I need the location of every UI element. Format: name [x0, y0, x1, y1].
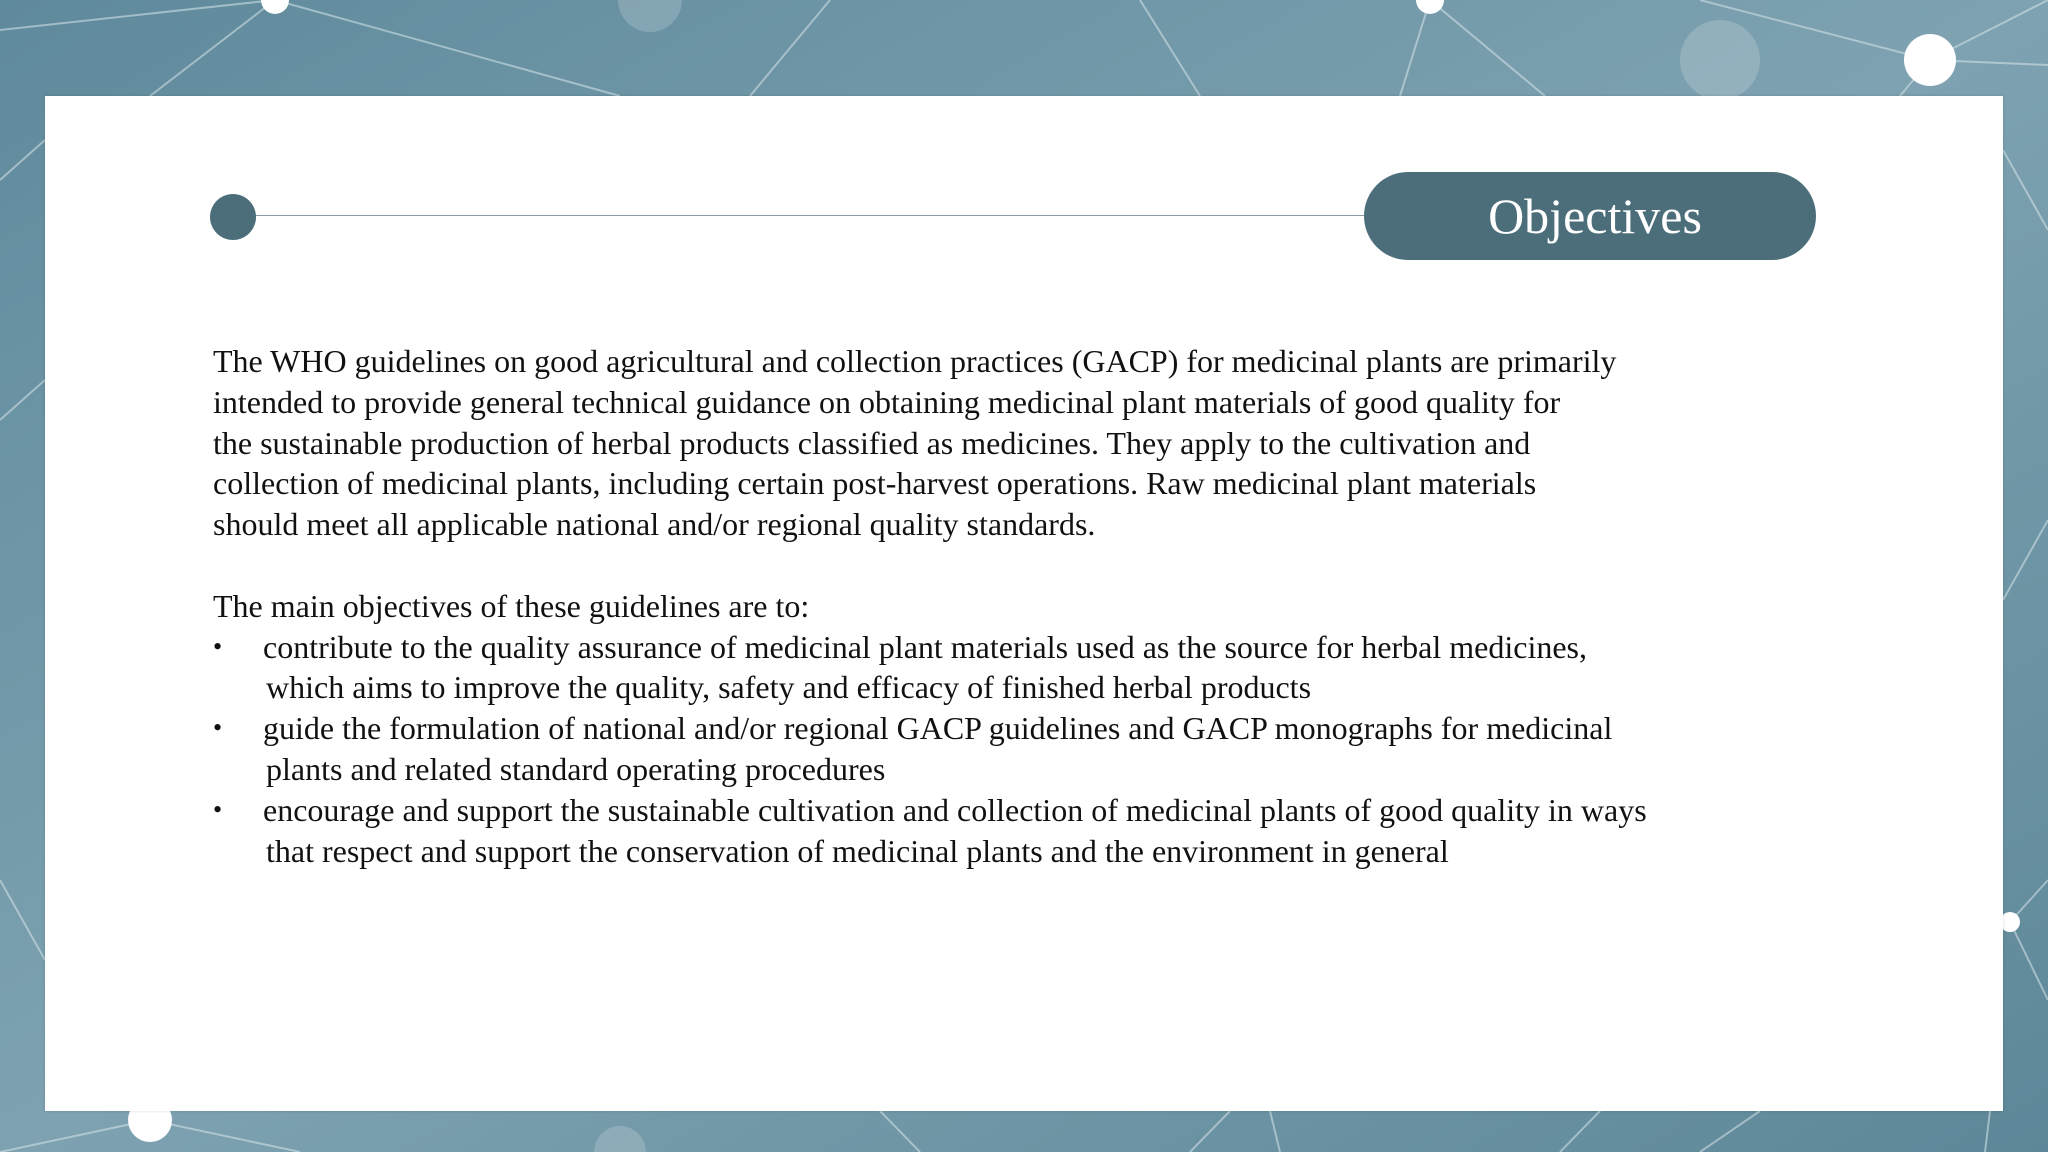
intro-line: should meet all applicable national and/or regional quality standards. — [213, 506, 1096, 543]
objective-line: encourage and support the sustainable cultivation and collection of medicinal plants of good quality in ways — [263, 791, 1647, 828]
objectives-lead-in: The main objectives of these guidelines are to: — [213, 587, 810, 624]
objective-line: that respect and support the conservation of medicinal plants and the environment in general — [266, 832, 1449, 869]
title-pill — [1364, 172, 1816, 260]
bullet-icon: • — [213, 794, 223, 824]
objective-line: plants and related standard operating procedures — [266, 750, 886, 787]
intro-line: The WHO guidelines on good agricultural and collection practices (GACP) for medicinal plants are primarily — [213, 343, 1617, 379]
bullet-icon: • — [213, 713, 223, 743]
bullet-icon: • — [213, 631, 223, 661]
intro-paragraph — [213, 341, 1733, 545]
list-item — [213, 708, 1773, 790]
intro-line: intended to provide general technical guidance on obtaining medicinal plant materials of good quality for — [213, 383, 1561, 420]
title-divider-line — [232, 215, 1372, 216]
list-item — [213, 790, 1773, 872]
objective-line: guide the formulation of national and/or regional GACP guidelines and GACP monographs for medicinal — [263, 710, 1613, 747]
objectives-list — [213, 627, 1773, 872]
objective-line: contribute to the quality assurance of medicinal plant materials used as the source for herbal medicines, — [263, 628, 1587, 665]
intro-line: collection of medicinal plants, including certain post-harvest operations. Raw medicinal plant materials — [213, 465, 1537, 502]
slide-body — [213, 341, 1773, 871]
slide-title: Objectives — [1488, 188, 1702, 244]
title-accent-dot — [210, 194, 256, 240]
list-item — [213, 627, 1773, 709]
objective-line: which aims to improve the quality, safety and efficacy of finished herbal products — [266, 669, 1312, 706]
intro-line: the sustainable production of herbal products classified as medicines. They apply to the cultivation and — [213, 424, 1531, 461]
